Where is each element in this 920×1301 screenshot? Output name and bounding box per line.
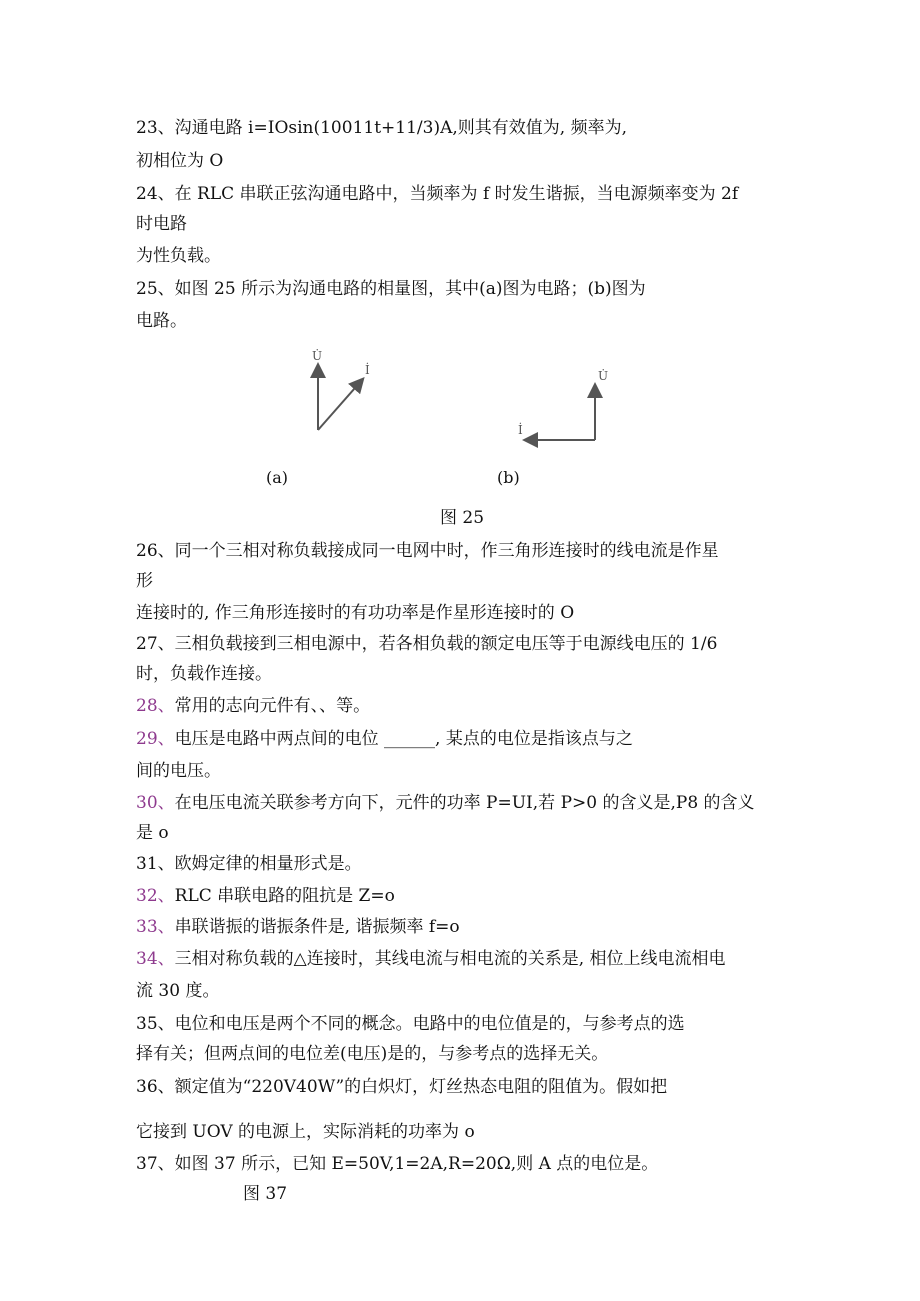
q30-line-2: 是 o (136, 823, 169, 843)
q25-line-1 (136, 278, 646, 300)
q37-text-1: 如图 37 所示，已知 E=50V,1=2A,R=20Ω,则 A 点的电位是。 (174, 1154, 659, 1174)
q25-line-2: 电路。 (136, 311, 187, 331)
q24-number: 24、 (136, 184, 175, 204)
q37-line-1 (136, 1153, 658, 1175)
phasor-diagram-b (518, 368, 608, 440)
q23-text-1: 沟通电路 i=IOsin(10011t+11/3)A,则其有效值为, 频率为, (174, 118, 627, 138)
q27-number: 27、 (136, 634, 175, 654)
q25-number: 25、 (136, 279, 175, 299)
q27-line-1 (136, 633, 717, 655)
q26-number: 26、 (136, 541, 175, 561)
i-label-a: İ (365, 363, 370, 377)
q29-line-1 (136, 728, 633, 750)
q24-text-1: 在 RLC 串联正弦沟通电路中，当频率为 f 时发生谐振，当电源频率变为 2f (174, 184, 739, 204)
q31-line-1 (136, 853, 362, 875)
q33-text-1: 串联谐振的谐振条件是, 谐振频率 f=o (174, 917, 460, 937)
q35-line-1 (136, 1013, 685, 1035)
figure-25-caption: 图 25 (440, 508, 485, 528)
q24-line-3: 为性负载。 (136, 246, 221, 266)
figure-25-label-a: (a) (266, 468, 289, 487)
q25-text-1: 如图 25 所示为沟通电路的相量图，其中(a)图为电路；(b)图为 (174, 279, 646, 299)
q30-line-1 (136, 792, 755, 814)
figure-25-label-b: (b) (497, 468, 520, 487)
u-label-a: U̇ (312, 349, 323, 363)
q32-line-1 (136, 885, 395, 907)
current-phasor-a (318, 380, 362, 430)
q33-line-1 (136, 916, 460, 938)
q34-line-2: 流 30 度。 (136, 981, 220, 1001)
i-label-b: İ (518, 423, 523, 437)
q31-text-1: 欧姆定律的相量形式是。 (174, 854, 362, 874)
q35-number: 35、 (136, 1014, 175, 1034)
q24-line-1 (136, 183, 738, 205)
q29-line-2: 间的电压。 (136, 761, 221, 781)
q34-text-1: 三相对称负载的△连接时，其线电流与相电流的关系是, 相位上线电流相电 (174, 949, 726, 969)
q27-text-1: 三相负载接到三相电源中，若各相负载的额定电压等于电源线电压的 1/6 (174, 634, 718, 654)
figure-37-caption: 图 37 (243, 1184, 288, 1204)
q28-number: 28、 (136, 696, 175, 716)
q28-text-1: 常用的志向元件有、、等。 (174, 696, 371, 716)
q36-line-3: 它接到 UOV 的电源上，实际消耗的功率为 o (136, 1122, 475, 1142)
q24-line-2: 时电路 (136, 214, 187, 234)
q29-number: 29、 (136, 729, 175, 749)
q34-number: 34、 (136, 949, 175, 969)
q32-number: 32、 (136, 886, 175, 906)
q26-line-2: 形 (136, 571, 153, 591)
q35-line-2: 择有关；但两点间的电位差(电压)是的，与参考点的选择无关。 (136, 1044, 609, 1064)
q30-number: 30、 (136, 793, 175, 813)
figure-25-diagram (290, 340, 630, 460)
u-label-b: U̇ (598, 369, 609, 383)
q26-text-1: 同一个三相对称负载接成同一电网中时，作三角形连接时的线电流是作星 (174, 541, 719, 561)
q32-text-1: RLC 串联电路的阻抗是 Z=o (174, 886, 395, 906)
q27-line-2: 时，负载作连接。 (136, 664, 272, 684)
q37-number: 37、 (136, 1154, 175, 1174)
q36-number: 36、 (136, 1077, 175, 1097)
q26-line-1 (136, 540, 719, 562)
q23-number: 23、 (136, 118, 175, 138)
q29-text-1: 电压是电路中两点间的电位 ______, 某点的电位是指该点与之 (174, 729, 633, 749)
q33-number: 33、 (136, 917, 175, 937)
q31-number: 31、 (136, 854, 175, 874)
q28-line-1 (136, 695, 370, 717)
q35-text-1: 电位和电压是两个不同的概念。电路中的电位值是的，与参考点的选 (174, 1014, 685, 1034)
q36-text-1: 额定值为“220V40W”的白炽灯，灯丝热态电阻的阻值为。假如把 (174, 1077, 668, 1097)
phasor-diagram-a (312, 348, 370, 430)
q26-line-3: 连接时的, 作三角形连接时的有功功率是作星形连接时的 O (136, 603, 575, 623)
q34-line-1 (136, 948, 726, 970)
q30-text-1: 在电压电流关联参考方向下，元件的功率 P=UI,若 P>0 的含义是,P8 的含义 (174, 793, 755, 813)
q23-line-2: 初相位为 O (136, 151, 224, 171)
q23-line-1 (136, 117, 627, 139)
q36-line-1 (136, 1076, 667, 1098)
